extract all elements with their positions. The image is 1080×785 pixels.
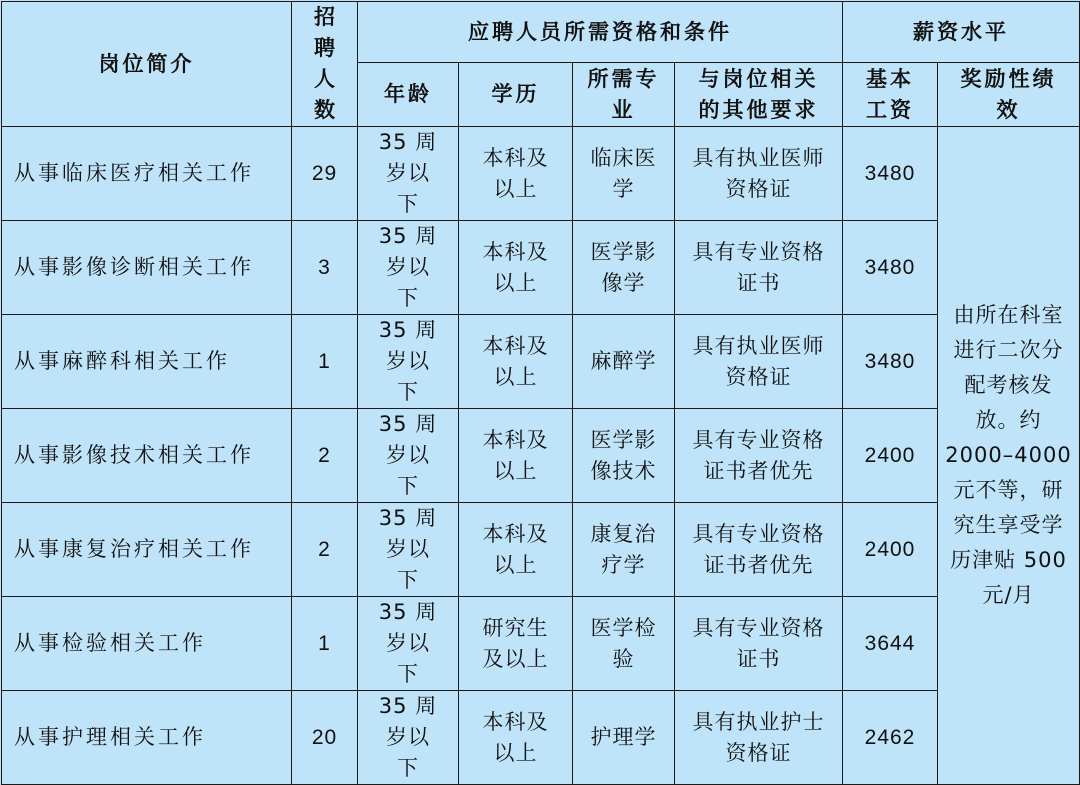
other-cell: 具有执业护士资格证 [675, 691, 843, 785]
major-cell: 医学影像技术 [573, 409, 675, 503]
header-base: 基本工资 [843, 63, 938, 127]
base-salary-cell: 2400 [843, 503, 938, 597]
age-cell: 35 周岁以下 [358, 127, 459, 221]
position-cell: 从事护理相关工作 [2, 691, 292, 785]
other-cell: 具有专业资格证书者优先 [675, 409, 843, 503]
header-position: 岗位简介 [2, 2, 292, 127]
other-cell: 具有专业资格证书 [675, 597, 843, 691]
table-row [2, 221, 1080, 315]
count-cell: 1 [292, 315, 358, 409]
age-cell: 35 周岁以下 [358, 503, 459, 597]
count-cell: 29 [292, 127, 358, 221]
header-other: 与岗位相关的其他要求 [675, 63, 843, 127]
base-salary-cell: 3480 [843, 315, 938, 409]
age-cell: 35 周岁以下 [358, 597, 459, 691]
table-row [2, 127, 1080, 221]
position-cell: 从事临床医疗相关工作 [2, 127, 292, 221]
major-cell: 医学影像学 [573, 221, 675, 315]
position-cell: 从事麻醉科相关工作 [2, 315, 292, 409]
position-cell: 从事影像技术相关工作 [2, 409, 292, 503]
header-bonus: 奖励性绩效 [938, 63, 1080, 127]
header-salary: 薪资水平 [843, 2, 1080, 63]
other-cell: 具有专业资格证书 [675, 221, 843, 315]
count-cell: 2 [292, 503, 358, 597]
age-cell: 35 周岁以下 [358, 315, 459, 409]
header-age: 年龄 [358, 63, 459, 127]
education-cell: 本科及以上 [459, 503, 573, 597]
count-cell: 1 [292, 597, 358, 691]
base-salary-cell: 2462 [843, 691, 938, 785]
education-cell: 本科及以上 [459, 315, 573, 409]
count-cell: 3 [292, 221, 358, 315]
age-cell: 35 周岁以下 [358, 409, 459, 503]
bonus-cell: 由所在科室进行二次分配考核发放。约2000–4000元不等，研究生享受学历津贴 500 元/月 [938, 127, 1080, 785]
table-row [2, 315, 1080, 409]
position-cell: 从事检验相关工作 [2, 597, 292, 691]
education-cell: 本科及以上 [459, 221, 573, 315]
base-salary-cell: 3480 [843, 127, 938, 221]
major-cell: 麻醉学 [573, 315, 675, 409]
age-cell: 35 周岁以下 [358, 691, 459, 785]
position-cell: 从事康复治疗相关工作 [2, 503, 292, 597]
position-cell: 从事影像诊断相关工作 [2, 221, 292, 315]
education-cell: 本科及以上 [459, 127, 573, 221]
base-salary-cell: 3480 [843, 221, 938, 315]
education-cell: 研究生及以上 [459, 597, 573, 691]
major-cell: 临床医学 [573, 127, 675, 221]
header-count: 招聘人数 [292, 2, 358, 127]
other-cell: 具有执业医师资格证 [675, 315, 843, 409]
base-salary-cell: 3644 [843, 597, 938, 691]
header-major: 所需专业 [573, 63, 675, 127]
table-row [2, 503, 1080, 597]
age-cell: 35 周岁以下 [358, 221, 459, 315]
count-cell: 2 [292, 409, 358, 503]
education-cell: 本科及以上 [459, 409, 573, 503]
education-cell: 本科及以上 [459, 691, 573, 785]
count-cell: 20 [292, 691, 358, 785]
major-cell: 医学检验 [573, 597, 675, 691]
base-salary-cell: 2400 [843, 409, 938, 503]
header-requirements: 应聘人员所需资格和条件 [358, 2, 843, 63]
other-cell: 具有专业资格证书者优先 [675, 503, 843, 597]
other-cell: 具有执业医师资格证 [675, 127, 843, 221]
table-row [2, 691, 1080, 785]
major-cell: 护理学 [573, 691, 675, 785]
header-education: 学历 [459, 63, 573, 127]
table-row [2, 597, 1080, 691]
major-cell: 康复治疗学 [573, 503, 675, 597]
table-row [2, 409, 1080, 503]
recruitment-table [1, 1, 1080, 785]
